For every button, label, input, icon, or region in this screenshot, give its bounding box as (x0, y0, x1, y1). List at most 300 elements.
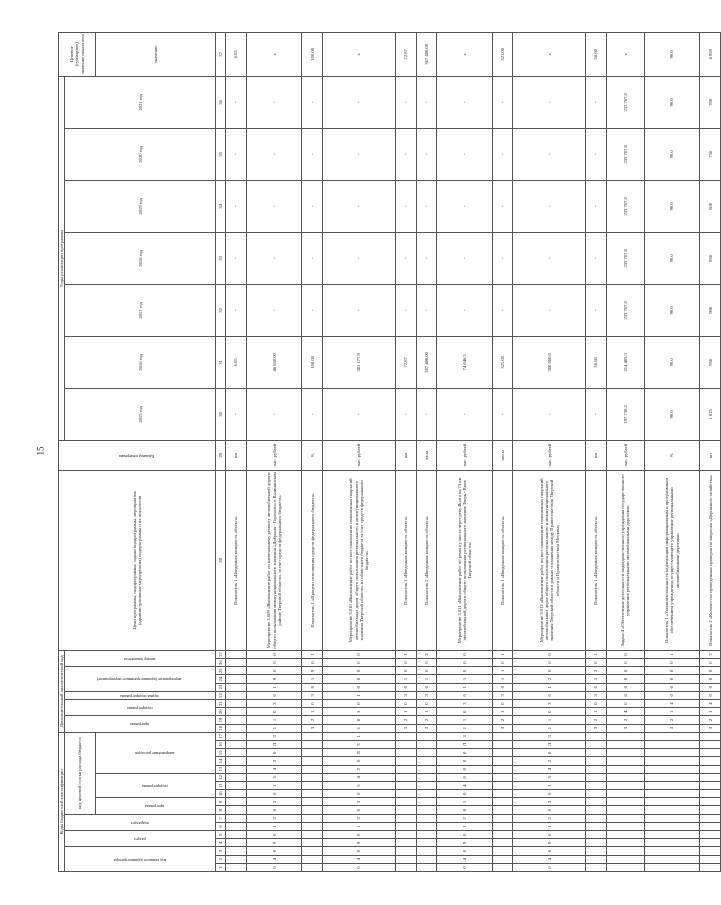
code-cell: 3 (492, 691, 513, 699)
code-cell (492, 765, 513, 773)
code-cell: 0 (395, 683, 416, 691)
code-cell (700, 749, 721, 757)
target-value-cell: х (246, 32, 301, 76)
code-cell: 1 (492, 650, 513, 658)
year-value-cell: - (226, 76, 247, 128)
year-value-cell: - (437, 180, 492, 232)
code-cell (416, 798, 437, 806)
code-cell: 0 (246, 691, 301, 699)
code-cell: 0 (302, 699, 323, 707)
code-cell: 1 (513, 724, 586, 732)
year-2018-header: 2018 год (65, 232, 216, 284)
code-cell: Л (246, 741, 301, 749)
code-cell (606, 855, 644, 863)
code-cell (416, 822, 437, 830)
table-row (395, 32, 416, 871)
analytic-group-header: Дополнительный аналитический код (59, 650, 65, 732)
code-cell: 0 (606, 659, 644, 667)
code-cell: 1 (644, 708, 699, 716)
code-cell: 1 (323, 724, 396, 732)
code-cell (226, 855, 247, 863)
code-cell: Л (323, 749, 396, 757)
year-value-cell: 1 025 (700, 388, 721, 440)
section-header: раздел (65, 831, 216, 847)
code-cell: 0 (323, 757, 396, 765)
code-cell (700, 781, 721, 789)
year-value-cell: - (513, 180, 586, 232)
row-unit: % (644, 440, 699, 470)
column-index-cell: 24 (216, 675, 226, 683)
code-cell (302, 749, 323, 757)
year-value-cell: - (416, 388, 437, 440)
code-cell: 2 (606, 716, 644, 724)
code-cell: 0 (437, 863, 492, 871)
code-cell (226, 716, 247, 724)
code-cell (395, 773, 416, 781)
code-cell (586, 773, 607, 781)
year-value-cell: 233 707.8 (606, 76, 644, 128)
year-value-cell: 367 480.00 (416, 336, 437, 388)
target-value-cell: 72.87 (395, 32, 416, 76)
code-cell: 0 (302, 659, 323, 667)
code-cell: 0 (606, 675, 644, 683)
code-cell: 3 (395, 691, 416, 699)
column-index-cell: 7 (216, 814, 226, 822)
column-index-cell: 37 (216, 32, 226, 76)
code-cell: 1 (492, 708, 513, 716)
code-cell (492, 806, 513, 814)
row-unit: тыс. рублей (437, 440, 492, 470)
code-cell: 0 (437, 847, 492, 855)
code-cell: 4 (606, 708, 644, 716)
column-index-cell: 10 (216, 790, 226, 798)
row-description: Показатель 1 «Процент исполнения средств федерального бюджета» (302, 470, 323, 650)
code-cell: 0 (513, 863, 586, 871)
code-cell (586, 863, 607, 871)
code-cell: 3 (323, 741, 396, 749)
code-cell: 2 (700, 650, 721, 658)
code-cell: 2 (323, 765, 396, 773)
code-cell (302, 790, 323, 798)
code-cell: 0 (395, 699, 416, 707)
row-unit: % (302, 440, 323, 470)
code-cell (302, 757, 323, 765)
row-description: Показатель 1 «Введенная мощность объекта» (395, 470, 416, 650)
code-cell (586, 847, 607, 855)
column-index-cell: 21 (216, 699, 226, 707)
column-index-cell: 6 (216, 822, 226, 830)
code-cell (586, 790, 607, 798)
year-value-cell: - (416, 232, 437, 284)
code-cell (700, 790, 721, 798)
code-cell (586, 749, 607, 757)
year-value-cell: - (246, 232, 301, 284)
target-value-cell: х (513, 32, 586, 76)
code-cell: 0 (700, 691, 721, 699)
code-cell (302, 741, 323, 749)
an-indicator-header: номер показателя (65, 650, 216, 666)
code-cell: 0 (586, 699, 607, 707)
year-value-cell: - (586, 128, 607, 180)
code-cell (644, 781, 699, 789)
year-value-cell: 197 738.2 (606, 388, 644, 440)
row-description: Показатель 1 «Введенная мощность объекта» (492, 470, 513, 650)
column-index-cell: 27 (216, 650, 226, 658)
row-description: Мероприятие 3.009 «Выполнение работ по капитальному ремонту автомобильной дороги общего пользования межмуниципального значения «Добрыня - Горохово» в Калининском районе Тверской области» за счет средств федерального бюджета» (246, 470, 301, 650)
code-cell: 0 (246, 790, 301, 798)
code-cell (606, 773, 644, 781)
year-value-cell: - (395, 388, 416, 440)
code-cell: 1 (513, 781, 586, 789)
code-cell: 0 (700, 683, 721, 691)
column-index-cell: 31 (216, 336, 226, 388)
year-value-cell: - (513, 232, 586, 284)
code-cell (700, 798, 721, 806)
table-body (226, 32, 721, 871)
row-unit: тыс. рублей (323, 440, 396, 470)
code-cell (644, 814, 699, 822)
code-cell: 0 (416, 659, 437, 667)
code-cell: 0 (323, 659, 396, 667)
code-cell (492, 790, 513, 798)
code-cell (226, 675, 247, 683)
code-cell (644, 741, 699, 749)
code-cell (416, 790, 437, 798)
year-value-cell: - (586, 388, 607, 440)
code-cell (226, 691, 247, 699)
subsection-header: подраздел (65, 814, 216, 830)
year-value-cell: 90.0 (644, 76, 699, 128)
year-value-cell: 850 (700, 232, 721, 284)
row-unit: тыс. рублей (513, 440, 586, 470)
code-cell: 1 (586, 650, 607, 658)
code-cell: 2 (700, 716, 721, 724)
code-cell (395, 765, 416, 773)
code-cell (226, 773, 247, 781)
code-cell: 5 (323, 781, 396, 789)
code-cell (226, 724, 247, 732)
code-cell: 3 (513, 699, 586, 707)
code-cell: 0 (246, 659, 301, 667)
code-cell (416, 773, 437, 781)
code-cell: 0 (513, 667, 586, 675)
code-cell: 0 (323, 699, 396, 707)
column-index-cell: 18 (216, 724, 226, 732)
column-index-cell: 14 (216, 757, 226, 765)
code-cell (606, 847, 644, 855)
code-cell: 1 (246, 822, 301, 830)
row-description: Задача 4 «Обеспечение деятельности подведомственного учреждения государственного управления региональными автомобильными дорогами» (606, 470, 644, 650)
code-cell: 4 (323, 855, 396, 863)
code-cell (302, 863, 323, 871)
code-cell: 4 (513, 855, 586, 863)
code-cell: 0 (395, 659, 416, 667)
year-value-cell: - (513, 284, 586, 336)
year-value-cell: - (416, 128, 437, 180)
code-cell: 3 (606, 724, 644, 732)
code-cell: 3 (323, 708, 396, 716)
code-cell: 0 (513, 708, 586, 716)
direction-header: направление расходов (95, 732, 215, 773)
code-cell: 0 (323, 806, 396, 814)
code-cell (226, 781, 247, 789)
code-cell: 0 (323, 847, 396, 855)
code-cell (226, 863, 247, 871)
table-row (437, 32, 492, 871)
code-cell: 0 (323, 716, 396, 724)
code-cell (226, 831, 247, 839)
code-cell: 2 (416, 716, 437, 724)
code-cell (226, 749, 247, 757)
target-value-cell: 6.05 (226, 32, 247, 76)
code-cell: 0 (437, 790, 492, 798)
code-cell (416, 839, 437, 847)
code-cell: 2 (323, 814, 396, 822)
year-value-cell: - (302, 76, 323, 128)
code-cell (226, 683, 247, 691)
year-value-cell: - (395, 284, 416, 336)
year-value-cell: 233 707.8 (606, 232, 644, 284)
year-value-cell: - (586, 76, 607, 128)
column-index-cell: 28 (216, 470, 226, 650)
code-cell (302, 765, 323, 773)
year-value-cell: 90.0 (644, 336, 699, 388)
code-cell: 0 (586, 659, 607, 667)
column-index-cell: 1 (216, 863, 226, 871)
code-cell: 0 (606, 683, 644, 691)
code-cell: 0 (700, 667, 721, 675)
code-cell: 0 (323, 790, 396, 798)
code-cell (226, 659, 247, 667)
target-value-cell: 4 959 (700, 32, 721, 76)
code-cell: 1 (437, 675, 492, 683)
code-cell (226, 741, 247, 749)
code-cell: 1 (492, 675, 513, 683)
row-description: Показатель 2 «Количество проведенных проверок по запросам «Дорожного хозяйства» (700, 470, 721, 650)
code-cell (302, 814, 323, 822)
column-index-cell: 5 (216, 831, 226, 839)
year-value-cell: 800 (700, 180, 721, 232)
column-index-cell: 12 (216, 773, 226, 781)
code-cell: 2 (492, 716, 513, 724)
table-row (246, 32, 301, 871)
year-value-cell: - (492, 284, 513, 336)
year-value-cell: - (226, 180, 247, 232)
code-cell: 4 (246, 855, 301, 863)
code-cell (226, 765, 247, 773)
code-cell (226, 822, 247, 830)
year-value-cell: - (586, 180, 607, 232)
column-index-cell: 19 (216, 716, 226, 724)
year-value-cell: - (586, 284, 607, 336)
target-value-cell: 100.00 (302, 32, 323, 76)
year-value-cell: 300 000.0 (513, 336, 586, 388)
table-row (492, 32, 513, 871)
code-cell (492, 757, 513, 765)
year-value-cell: - (492, 180, 513, 232)
code-cell (700, 814, 721, 822)
code-cell: 9 (302, 667, 323, 675)
code-cell (644, 806, 699, 814)
year-value-cell: - (323, 76, 396, 128)
code-cell: 3 (323, 798, 396, 806)
target-value-cell: х (323, 32, 396, 76)
code-cell: 3 (246, 732, 301, 740)
column-index-row (216, 32, 226, 871)
year-value-cell: - (302, 284, 323, 336)
year-value-cell: - (226, 232, 247, 284)
code-cell: 0 (513, 659, 586, 667)
code-cell (586, 831, 607, 839)
code-cell: 4 (513, 765, 586, 773)
code-cell (226, 732, 247, 740)
code-cell: 1 (323, 732, 396, 740)
code-cell (700, 741, 721, 749)
year-value-cell: - (492, 232, 513, 284)
target-value-cell: 90.0 (644, 32, 699, 76)
subprogram-header: подпрограмма (95, 773, 215, 798)
code-cell (644, 863, 699, 871)
code-cell: 0 (606, 650, 644, 658)
code-cell: 3 (586, 691, 607, 699)
code-cell: 0 (246, 667, 301, 675)
code-cell (700, 822, 721, 830)
year-value-cell: - (302, 388, 323, 440)
code-cell: 9 (323, 839, 396, 847)
code-cell (700, 732, 721, 740)
unit-column-header: Единица измерения (59, 440, 216, 470)
code-cell: 2 (416, 650, 437, 658)
an-subprogram-header: подпрограмма (65, 699, 216, 715)
code-cell (644, 847, 699, 855)
code-cell: 0 (416, 699, 437, 707)
target-value-cell: 367 480.00 (416, 32, 437, 76)
year-value-cell: - (302, 128, 323, 180)
code-cell: 0 (437, 831, 492, 839)
year-value-cell: - (437, 128, 492, 180)
code-cell (700, 839, 721, 847)
code-cell (492, 781, 513, 789)
column-index-cell: 26 (216, 659, 226, 667)
target-group-header: Целевое (суммарное) значение показателя (59, 32, 96, 76)
year-value-cell: - (395, 76, 416, 128)
code-cell: 3 (586, 724, 607, 732)
code-cell (416, 781, 437, 789)
code-cell (644, 790, 699, 798)
code-cell (700, 757, 721, 765)
code-cell (395, 790, 416, 798)
code-cell: 1 (437, 798, 492, 806)
expense-code-group-header: код целевой статьи расхода бюджета (65, 732, 96, 814)
code-cell: 1 (416, 675, 437, 683)
year-value-cell: - (395, 128, 416, 180)
code-cell: 2 (513, 814, 586, 822)
code-cell (586, 839, 607, 847)
code-cell (586, 732, 607, 740)
year-value-cell: 90.0 (644, 284, 699, 336)
code-cell (700, 863, 721, 871)
year-value-cell: - (416, 284, 437, 336)
code-cell: 4 (437, 781, 492, 789)
code-cell: 3 (644, 724, 699, 732)
code-cell: 3 (246, 699, 301, 707)
year-value-cell: 700 (700, 76, 721, 128)
code-cell (226, 650, 247, 658)
code-cell (586, 822, 607, 830)
code-cell (226, 708, 247, 716)
year-value-cell: - (395, 232, 416, 284)
column-index-cell: 22 (216, 691, 226, 699)
code-cell: 1 (246, 781, 301, 789)
code-cell: 3 (437, 732, 492, 740)
code-cell (416, 749, 437, 757)
code-cell (302, 831, 323, 839)
an-task-header: задача подпрограммы (65, 691, 216, 699)
row-unit: пог.м (492, 440, 513, 470)
column-index-cell: 25 (216, 667, 226, 675)
code-cell: 2 (644, 716, 699, 724)
code-cell (492, 839, 513, 847)
year-value-cell: - (586, 232, 607, 284)
code-cell: Л (513, 741, 586, 749)
code-cell: 1 (395, 675, 416, 683)
year-value-cell: 100.00 (302, 336, 323, 388)
code-cell: 0 (437, 749, 492, 757)
code-cell (606, 741, 644, 749)
target-value-cell: х (437, 32, 492, 76)
code-cell (606, 790, 644, 798)
table-row (700, 32, 721, 871)
code-cell: 5 (246, 773, 301, 781)
code-cell: 2 (246, 814, 301, 822)
code-cell: 1 (513, 822, 586, 830)
table-row (644, 32, 699, 871)
code-cell: 0 (513, 691, 586, 699)
year-value-cell: - (246, 388, 301, 440)
code-cell (644, 773, 699, 781)
year-value-cell: - (416, 180, 437, 232)
column-index-cell: 32 (216, 284, 226, 336)
year-value-cell: - (246, 76, 301, 128)
code-cell (226, 790, 247, 798)
year-value-cell: 90.0 (644, 128, 699, 180)
code-cell: 0 (700, 659, 721, 667)
column-index-cell: 4 (216, 839, 226, 847)
column-index-cell: 11 (216, 781, 226, 789)
budget-program-table (58, 32, 721, 872)
code-cell: 0 (513, 650, 586, 658)
table-row (606, 32, 644, 871)
code-cell: 9 (437, 839, 492, 847)
column-index-cell: 9 (216, 798, 226, 806)
year-value-cell: - (492, 388, 513, 440)
admin-code-header: код главного администратора (65, 847, 216, 872)
code-cell (395, 863, 416, 871)
code-cell (492, 822, 513, 830)
code-cell (226, 699, 247, 707)
code-cell (302, 781, 323, 789)
year-value-cell: - (492, 76, 513, 128)
code-cell: 0 (323, 667, 396, 675)
code-cell: 1 (395, 650, 416, 658)
year-value-cell: 90.0 (644, 180, 699, 232)
code-cell (416, 863, 437, 871)
code-cell (226, 806, 247, 814)
code-cell (492, 798, 513, 806)
target-value-cell: 56.60 (586, 32, 607, 76)
code-cell (606, 863, 644, 871)
code-cell: 3 (513, 798, 586, 806)
